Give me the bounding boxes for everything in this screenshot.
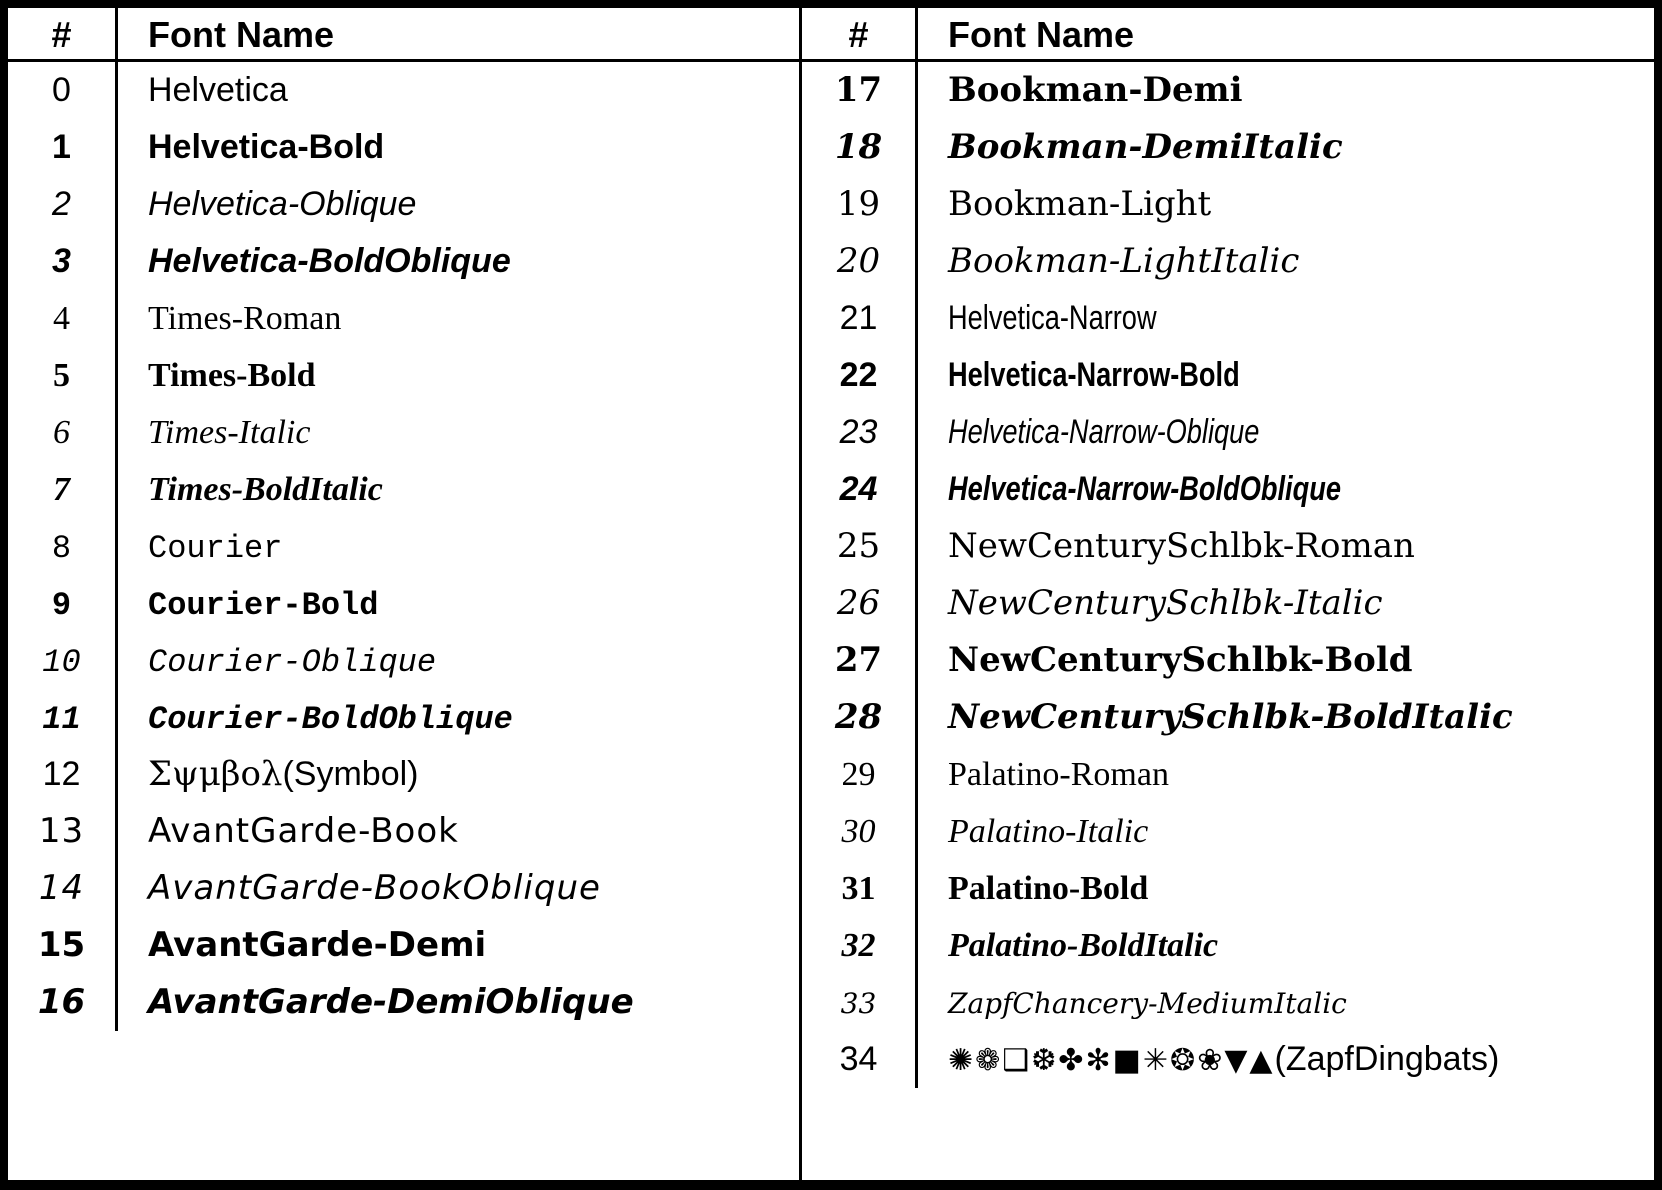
font-number-cell — [802, 290, 918, 347]
font-name-cell — [918, 347, 1654, 404]
font-name-sample: Courier-Bold — [148, 587, 379, 624]
font-number-cell — [802, 233, 918, 290]
font-number-cell — [8, 290, 118, 347]
font-name-cell — [918, 233, 1654, 290]
font-name-cell — [118, 689, 799, 746]
table-row — [8, 518, 799, 575]
font-name-cell — [118, 461, 799, 518]
font-name-cell — [918, 461, 1654, 518]
table-row — [8, 632, 799, 689]
font-name-sample: Helvetica-Bold — [148, 128, 385, 166]
font-name-sample: ✺❁❑❆✤✻■✳❂❀▼▲ — [948, 1043, 1275, 1078]
font-name-cell — [118, 746, 799, 803]
font-number-cell — [8, 746, 118, 803]
font-name-sample: Courier-BoldOblique — [148, 701, 513, 738]
table-row — [802, 290, 1654, 347]
font-name-sample: Times-Italic — [148, 414, 311, 451]
font-name-cell — [118, 974, 799, 1031]
font-number: 31 — [841, 870, 876, 907]
font-name-sample: Helvetica-Narrow-BoldOblique — [948, 470, 1341, 508]
font-name-cell — [918, 1031, 1654, 1088]
font-name-cell — [118, 290, 799, 347]
font-name-cell — [918, 176, 1654, 233]
font-name-sample: Times-BoldItalic — [148, 471, 383, 508]
table-row — [802, 746, 1654, 803]
font-table-right-pane — [802, 8, 1654, 1180]
font-name-sample: Helvetica-Narrow-Bold — [948, 356, 1240, 394]
font-number-cell — [802, 518, 918, 575]
font-name-cell — [118, 347, 799, 404]
font-number-cell — [802, 632, 918, 689]
font-number-cell — [8, 632, 118, 689]
font-name-cell — [118, 62, 799, 119]
font-number-cell — [8, 119, 118, 176]
table-row — [8, 803, 799, 860]
table-row — [802, 404, 1654, 461]
font-number-cell — [802, 803, 918, 860]
font-number: 23 — [839, 413, 878, 451]
table-row — [8, 689, 799, 746]
table-row — [802, 974, 1654, 1031]
font-number: 12 — [42, 755, 81, 793]
table-header-row — [802, 8, 1654, 62]
table-body — [802, 62, 1654, 1088]
font-name-sample: ZapfChancery-MediumItalic — [948, 987, 1347, 1020]
table-row — [8, 290, 799, 347]
font-number: 16 — [37, 982, 86, 1022]
table-row — [8, 917, 799, 974]
font-number: 26 — [836, 583, 881, 623]
font-name-cell — [118, 119, 799, 176]
font-number-cell — [8, 860, 118, 917]
font-name-cell — [118, 803, 799, 860]
font-number: 1 — [52, 128, 71, 166]
font-number: 21 — [839, 299, 878, 337]
table-row — [802, 689, 1654, 746]
font-number-cell — [802, 917, 918, 974]
table-row — [802, 461, 1654, 518]
font-number: 29 — [841, 756, 876, 793]
table-row — [8, 461, 799, 518]
font-name-cell — [118, 404, 799, 461]
font-number-cell — [802, 119, 918, 176]
font-number: 2 — [52, 185, 71, 223]
table-row — [802, 233, 1654, 290]
font-number-cell — [8, 974, 118, 1031]
table-row — [802, 632, 1654, 689]
table-row — [802, 119, 1654, 176]
font-number-cell — [802, 176, 918, 233]
font-number: 32 — [841, 927, 876, 964]
font-name-cell — [118, 233, 799, 290]
font-name-cell — [118, 917, 799, 974]
font-number-cell — [802, 860, 918, 917]
font-number-cell — [8, 689, 118, 746]
font-name-sample: Bookman-DemiItalic — [948, 127, 1343, 167]
font-number: 6 — [53, 414, 70, 451]
font-number-cell — [802, 347, 918, 404]
font-name-sample: Courier — [148, 530, 283, 567]
font-name-cell — [118, 176, 799, 233]
column-header-number: # — [802, 8, 918, 59]
table-row — [8, 119, 799, 176]
font-name-cell — [918, 518, 1654, 575]
font-name-sample: AvantGarde-BookOblique — [148, 868, 601, 908]
font-number: 28 — [834, 697, 883, 737]
font-name-cell — [918, 632, 1654, 689]
font-number-cell — [802, 974, 918, 1031]
font-name-sample: Bookman-LightItalic — [948, 241, 1300, 281]
font-name-cell — [918, 917, 1654, 974]
font-name-cell — [118, 632, 799, 689]
font-number: 34 — [839, 1040, 878, 1078]
font-name-cell — [118, 518, 799, 575]
font-number: 7 — [53, 471, 70, 508]
table-body — [8, 62, 799, 1031]
font-number-cell — [8, 803, 118, 860]
table-header-row — [8, 8, 799, 62]
font-name-cell — [118, 860, 799, 917]
font-number: 4 — [53, 300, 70, 337]
font-number: 10 — [42, 644, 81, 681]
font-name-suffix: (ZapfDingbats) — [1274, 1040, 1500, 1078]
table-row — [802, 860, 1654, 917]
font-number-cell — [802, 404, 918, 461]
table-row — [802, 347, 1654, 404]
font-name-sample: Helvetica-Narrow-Oblique — [948, 413, 1260, 451]
font-name-sample: Helvetica — [148, 71, 288, 109]
font-name-sample: Helvetica-BoldOblique — [148, 242, 511, 280]
font-name-sample: Times-Bold — [148, 357, 316, 394]
font-name-sample: NewCenturySchlbk-Bold — [948, 640, 1413, 680]
font-number: 17 — [834, 70, 883, 110]
font-number-cell — [802, 746, 918, 803]
font-number-cell — [8, 176, 118, 233]
font-number: 25 — [836, 526, 881, 566]
font-number-cell — [8, 347, 118, 404]
font-name-sample: NewCenturySchlbk-Italic — [948, 583, 1383, 623]
font-name-sample: Courier-Oblique — [148, 644, 437, 681]
font-number: 27 — [834, 640, 883, 680]
font-name-cell — [918, 860, 1654, 917]
font-number: 20 — [836, 241, 881, 281]
font-number-cell — [8, 518, 118, 575]
font-number-cell — [802, 689, 918, 746]
table-row — [8, 974, 799, 1031]
font-name-cell — [918, 803, 1654, 860]
font-name-sample: Helvetica-Oblique — [148, 185, 417, 223]
font-number-cell — [8, 233, 118, 290]
font-number-cell — [802, 1031, 918, 1088]
font-name-sample: AvantGarde-Demi — [148, 925, 487, 965]
font-number: 9 — [51, 587, 72, 624]
font-name-cell — [918, 119, 1654, 176]
font-name-cell — [918, 746, 1654, 803]
font-number-cell — [8, 575, 118, 632]
column-header-font-name: Font Name — [148, 14, 335, 55]
column-header-number: # — [8, 8, 118, 59]
font-name-sample: NewCenturySchlbk-Roman — [948, 526, 1415, 566]
font-name-sample: Palatino-Italic — [948, 813, 1149, 850]
font-name-cell — [918, 575, 1654, 632]
table-row — [8, 746, 799, 803]
font-number: 0 — [52, 71, 71, 109]
font-number: 19 — [836, 184, 881, 224]
table-row — [802, 575, 1654, 632]
font-number-cell — [8, 404, 118, 461]
table-row — [802, 62, 1654, 119]
font-number: 14 — [38, 868, 85, 908]
font-number: 3 — [52, 242, 71, 280]
table-row — [802, 917, 1654, 974]
table-row — [8, 233, 799, 290]
font-number: 24 — [839, 470, 878, 508]
table-row — [802, 176, 1654, 233]
font-name-cell — [918, 974, 1654, 1031]
table-row — [802, 518, 1654, 575]
font-number: 11 — [42, 701, 81, 738]
table-row — [8, 62, 799, 119]
font-number-cell — [8, 62, 118, 119]
font-number-cell — [802, 62, 918, 119]
font-name-cell — [918, 290, 1654, 347]
font-name-sample: Palatino-Roman — [948, 756, 1169, 793]
font-name-sample: Helvetica-Narrow — [948, 299, 1157, 337]
font-name-sample: Palatino-Bold — [948, 870, 1149, 907]
font-number-cell — [8, 461, 118, 518]
font-number: 18 — [834, 127, 883, 167]
font-name-sample: NewCenturySchlbk-BoldItalic — [948, 697, 1513, 737]
table-row — [8, 404, 799, 461]
font-name-cell — [118, 575, 799, 632]
font-name-sample: Palatino-BoldItalic — [948, 927, 1219, 964]
font-number: 13 — [38, 811, 85, 851]
font-number-cell — [802, 461, 918, 518]
font-number: 15 — [37, 925, 86, 965]
table-row — [802, 1031, 1654, 1088]
column-header-font-name: Font Name — [948, 14, 1135, 55]
font-name-cell — [918, 404, 1654, 461]
font-name-cell — [918, 689, 1654, 746]
font-name-suffix: (Symbol) — [282, 755, 419, 793]
font-name-sample: Times-Roman — [148, 300, 342, 337]
font-number: 8 — [51, 530, 72, 567]
font-name-sample: AvantGarde-Book — [148, 811, 459, 851]
font-number-cell — [8, 917, 118, 974]
font-number-cell — [802, 575, 918, 632]
table-row — [802, 803, 1654, 860]
table-row — [8, 347, 799, 404]
table-row — [8, 575, 799, 632]
font-table-left-pane — [8, 8, 802, 1180]
font-name-sample: AvantGarde-DemiOblique — [148, 982, 634, 1022]
font-name-sample: Σψμβολ — [148, 754, 283, 794]
font-name-sample: Bookman-Light — [948, 184, 1212, 224]
table-row — [8, 176, 799, 233]
font-name-sample: Bookman-Demi — [948, 70, 1243, 110]
font-name-cell — [918, 62, 1654, 119]
font-number: 33 — [840, 987, 877, 1020]
font-number: 22 — [839, 356, 878, 394]
table-row — [8, 860, 799, 917]
font-number: 5 — [53, 357, 70, 394]
font-number: 30 — [841, 813, 876, 850]
